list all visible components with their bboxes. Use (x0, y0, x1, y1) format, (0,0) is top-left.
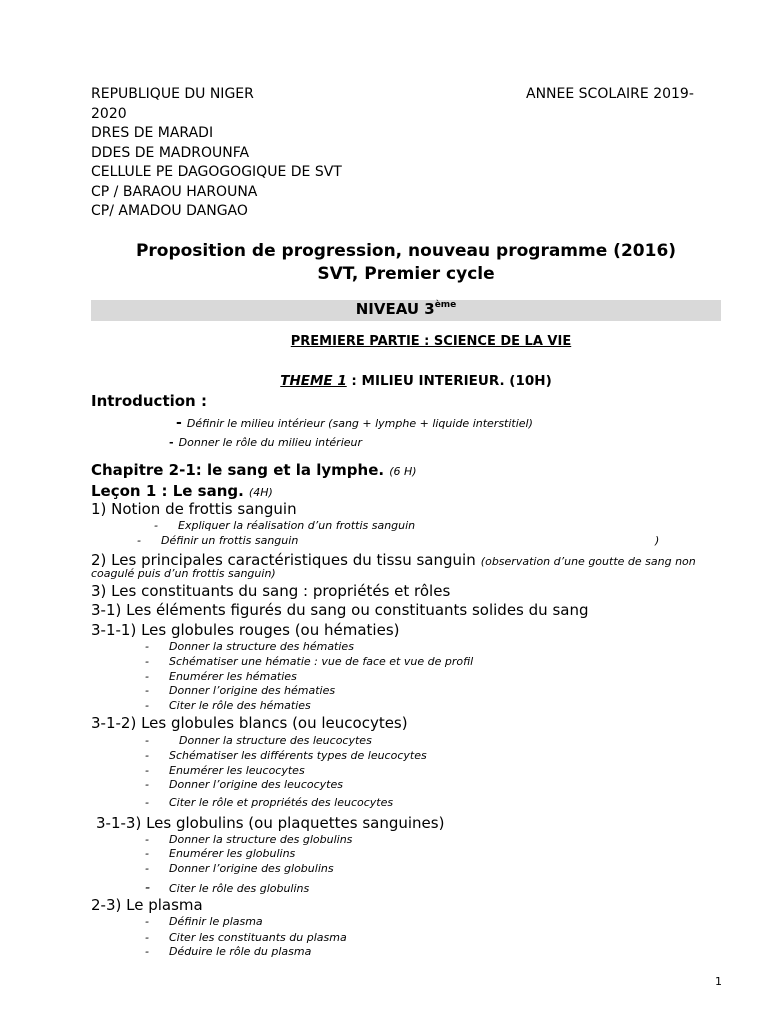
section-2-3-item-3-text: Déduire le rôle du plasma (169, 945, 312, 958)
header-line-7: CP/ AMADOU DANGAO (91, 203, 248, 219)
section-2-title-text: 2) Les principales caractéristiques du tissu sanguin (91, 551, 476, 569)
doc-title-line-1: Proposition de progression, nouveau programme (2016) (135, 241, 677, 261)
lesson-hours: (4H) (248, 486, 273, 499)
section-3-1-2-item-4: - Donner l’origine des leucocytes (145, 778, 343, 791)
section-3-1-3-item-4: - Citer le rôle des globulins (145, 880, 310, 896)
section-2-3-item-2: - Citer les constituants du plasma (145, 931, 347, 944)
section-3-1-2-item-2-text: Schématiser les différents types de leucocytes (169, 749, 427, 762)
section-2-note-2: coagulé puis d’un frottis sanguin) (91, 567, 276, 580)
intro-item-2: - Donner le rôle du milieu intérieur (169, 436, 363, 449)
section-2-3-item-1: - Définir le plasma (145, 915, 263, 928)
section-3-1-2-item-5: - Citer le rôle et propriétés des leucocytes (145, 796, 394, 809)
header-line-5: CELLULE PE DAGOGOGIQUE DE SVT (91, 164, 342, 180)
section-3-1-3-item-1-text: Donner la structure des globulins (169, 833, 353, 846)
lesson-title: Leçon 1 : Le sang. (91, 482, 244, 500)
section-3-1-2-item-1-text: Donner la structure des leucocytes (179, 734, 372, 747)
theme-rest: : MILIEU INTERIEUR. (10H) (346, 373, 552, 389)
header-line-1: REPUBLIQUE DU NIGER (91, 86, 254, 102)
section-1-item-1: - Expliquer la réalisation d’un frottis sanguin (154, 519, 416, 532)
theme-heading (0, 373, 768, 389)
section-3-1-3-item-2-text: Enumérer les globulins (169, 847, 296, 860)
section-3-title: 3) Les constituants du sang : propriétés et rôles (91, 582, 451, 600)
doc-title-line-2: SVT, Premier cycle (317, 264, 495, 284)
school-year: ANNEE SCOLAIRE 2019- (526, 86, 694, 102)
header-line-3: DRES DE MARADI (91, 125, 214, 141)
section-1-paren: ) (655, 534, 660, 547)
section-3-1-1-item-1: - Donner la structure des hématies (145, 640, 354, 653)
section-1-item-2-text: Définir un frottis sanguin (161, 534, 299, 547)
header-line-4: DDES DE MADROUNFA (91, 144, 250, 161)
section-3-1-3-item-3-text: Donner l’origine des globulins (169, 862, 334, 875)
section-3-1-1-item-2-text: Schématiser une hématie : vue de face et vue de profil (169, 655, 474, 668)
section-3-1-1-item-4: - Donner l’origine des hématies (145, 684, 336, 697)
part-heading: PREMIERE PARTIE : SCIENCE DE LA VIE (290, 334, 572, 349)
section-3-1-2-item-3-text: Enumérer les leucocytes (169, 764, 305, 777)
section-2-3-item-1-text: Définir le plasma (169, 915, 263, 928)
niveau-label: NIVEAU 3 (355, 300, 435, 318)
section-3-1-2-item-2: - Schématiser les différents types de leucocytes (145, 749, 427, 762)
section-3-1-1-title: 3-1-1) Les globules rouges (ou hématies) (91, 621, 400, 639)
chapter-title: Chapitre 2-1: le sang et la lymphe. (91, 461, 385, 479)
section-3-1-1-item-5: - Citer le rôle des hématies (145, 699, 311, 712)
section-2-3-item-2-text: Citer les constituants du plasma (169, 931, 347, 944)
section-1-item-2: - Définir un frottis sanguin (137, 534, 299, 547)
section-2-3-item-3: - Déduire le rôle du plasma (145, 945, 312, 958)
intro-heading: Introduction : (91, 392, 207, 410)
intro-item-2-text: Donner le rôle du milieu intérieur (178, 436, 363, 449)
chapter-heading (91, 460, 417, 479)
section-3-1-3-item-3: - Donner l’origine des globulins (145, 862, 334, 875)
section-3-1-1-item-5-text: Citer le rôle des hématies (169, 699, 311, 712)
section-3-1-2-title: 3-1-2) Les globules blancs (ou leucocytes) (91, 714, 408, 732)
section-3-1-1-item-2: - Schématiser une hématie : vue de face et vue de profil (145, 655, 474, 668)
page-number: 1 (715, 975, 722, 988)
header-line-6: CP / BARAOU HAROUNA (91, 183, 258, 200)
section-3-1-2-item-5-text: Citer le rôle et propriétés des leucocytes (169, 796, 394, 809)
header-line-2: 2020 (91, 105, 127, 122)
section-3-1-title: 3-1) Les éléments figurés du sang ou constituants solides du sang (91, 601, 589, 619)
section-3-1-3-title: 3-1-3) Les globulins (ou plaquettes sanguines) (96, 814, 445, 832)
section-3-1-1-item-3: - Enumérer les hématies (145, 670, 297, 683)
section-3-1-1-item-4-text: Donner l’origine des hématies (169, 684, 336, 697)
lesson-heading (91, 481, 273, 500)
niveau-heading (0, 300, 768, 318)
section-3-1-2-item-1: - Donner la structure des leucocytes (145, 734, 372, 747)
section-2-note-1: (observation d’une goutte de sang non (480, 555, 696, 568)
section-3-1-2-item-4-text: Donner l’origine des leucocytes (169, 778, 343, 791)
section-3-1-3-item-2: - Enumérer les globulins (145, 847, 296, 860)
section-3-1-3-item-4-text: Citer le rôle des globulins (169, 882, 310, 895)
section-3-1-3-item-1: - Donner la structure des globulins (145, 833, 353, 846)
chapter-hours: (6 H) (389, 465, 417, 478)
section-2-3-title: 2-3) Le plasma (91, 896, 203, 914)
section-3-1-1-item-1-text: Donner la structure des hématies (169, 640, 354, 653)
intro-item-1: - Définir le milieu intérieur (sang + lymphe + liquide interstitiel) (176, 415, 533, 431)
section-3-1-1-item-3-text: Enumérer les hématies (169, 670, 297, 683)
section-3-1-2-item-3: - Enumérer les leucocytes (145, 764, 305, 777)
theme-label: THEME 1 (280, 373, 347, 389)
section-1-item-1-text: Expliquer la réalisation d’un frottis sanguin (178, 519, 416, 532)
intro-item-1-text: Définir le milieu intérieur (sang + lymphe + liquide interstitiel) (186, 417, 533, 430)
section-1-title: 1) Notion de frottis sanguin (91, 500, 297, 518)
niveau-sup: ème (434, 300, 457, 310)
